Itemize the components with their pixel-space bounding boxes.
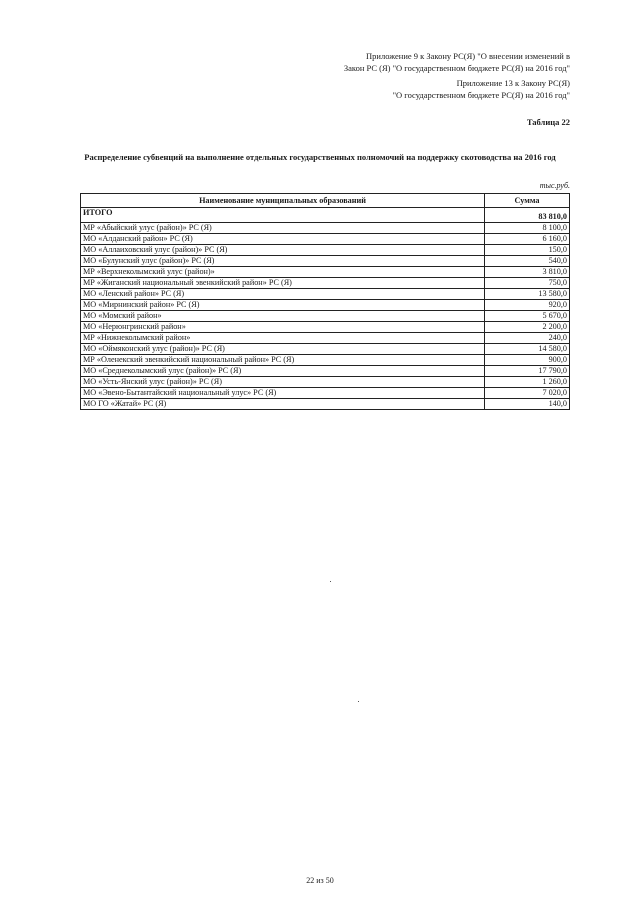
table-number: Таблица 22 xyxy=(526,117,570,127)
column-header-name: Наименование муниципальных образований xyxy=(81,194,485,208)
scan-speck xyxy=(330,581,331,582)
document-title: Распределение субвенций на выполнение отдельных государственных полномочий на поддержку скотоводства на 2016 год xyxy=(84,152,556,162)
table-row xyxy=(81,377,570,388)
annex-reference-amendment xyxy=(310,50,570,74)
table-row xyxy=(81,267,570,278)
annex-reference-budget xyxy=(310,77,570,101)
table-row xyxy=(81,245,570,256)
page-number: 22 из 50 xyxy=(306,876,334,885)
table-row xyxy=(81,278,570,289)
subsidy-table xyxy=(80,193,570,410)
row-name: МО «Момский район» xyxy=(81,311,485,322)
row-name: МР «Нижнеколымский район» xyxy=(81,333,485,344)
table-row xyxy=(81,234,570,245)
table-row xyxy=(81,289,570,300)
row-name: МР «Оленекский эвенкийский национальный район» РС (Я) xyxy=(81,355,485,366)
row-value: 240,0 xyxy=(485,333,570,344)
row-name: МО «Усть-Янский улус (район)» РС (Я) xyxy=(81,377,485,388)
table-row xyxy=(81,355,570,366)
annex2-line2: "О государственном бюджете РС(Я) на 2016 год" xyxy=(392,90,570,100)
row-value: 6 160,0 xyxy=(485,234,570,245)
row-value: 540,0 xyxy=(485,256,570,267)
table-row xyxy=(81,366,570,377)
table-row xyxy=(81,223,570,234)
row-name: МО «Алданский район» РС (Я) xyxy=(81,234,485,245)
row-value: 7 020,0 xyxy=(485,388,570,399)
table-row xyxy=(81,344,570,355)
row-name: МО «Булунский улус (район)» РС (Я) xyxy=(81,256,485,267)
row-value: 920,0 xyxy=(485,300,570,311)
row-value: 3 810,0 xyxy=(485,267,570,278)
row-name: МО «Аллаиховский улус (район)» РС (Я) xyxy=(81,245,485,256)
row-value: 14 580,0 xyxy=(485,344,570,355)
units-label: тыс.руб. xyxy=(539,181,570,190)
row-name: МО «Оймяконский улус (район)» РС (Я) xyxy=(81,344,485,355)
row-name: МО «Среднеколымский улус (район)» РС (Я) xyxy=(81,366,485,377)
row-name: МО «Ленский район» РС (Я) xyxy=(81,289,485,300)
row-value: 140,0 xyxy=(485,399,570,410)
row-value: 8 100,0 xyxy=(485,223,570,234)
row-value: 5 670,0 xyxy=(485,311,570,322)
column-header-sum: Сумма xyxy=(485,194,570,208)
row-value: 1 260,0 xyxy=(485,377,570,388)
table-row xyxy=(81,300,570,311)
row-name: МР «Абыйский улус (район)» РС (Я) xyxy=(81,223,485,234)
row-value: 150,0 xyxy=(485,245,570,256)
annex2-line1: Приложение 13 к Закону РС(Я) xyxy=(456,78,570,88)
table-row xyxy=(81,322,570,333)
table-row xyxy=(81,256,570,267)
total-value: 83 810,0 xyxy=(485,208,570,223)
annex1-line2: Закон РС (Я) "О государственном бюджете РС(Я) на 2016 год" xyxy=(343,63,570,73)
table-row xyxy=(81,333,570,344)
table-row xyxy=(81,388,570,399)
row-value: 900,0 xyxy=(485,355,570,366)
table-row xyxy=(81,311,570,322)
row-name: МР «Верхнеколымский улус (район)» xyxy=(81,267,485,278)
scan-speck xyxy=(358,701,359,702)
table-header-row xyxy=(81,194,570,208)
table-row xyxy=(81,399,570,410)
row-value: 13 580,0 xyxy=(485,289,570,300)
row-name: МО «Эвено-Бытантайский национальный улус» РС (Я) xyxy=(81,388,485,399)
row-name: МР «Жиганский национальный эвенкийский район» РС (Я) xyxy=(81,278,485,289)
row-value: 750,0 xyxy=(485,278,570,289)
row-name: МО «Нерюнгринский район» xyxy=(81,322,485,333)
annex1-line1: Приложение 9 к Закону РС(Я) "О внесении изменений в xyxy=(366,51,570,61)
row-value: 2 200,0 xyxy=(485,322,570,333)
row-name: МО «Мирнинский район» РС (Я) xyxy=(81,300,485,311)
total-label: ИТОГО xyxy=(81,208,485,223)
row-value: 17 790,0 xyxy=(485,366,570,377)
total-row xyxy=(81,208,570,223)
row-name: МО ГО «Жатай» РС (Я) xyxy=(81,399,485,410)
